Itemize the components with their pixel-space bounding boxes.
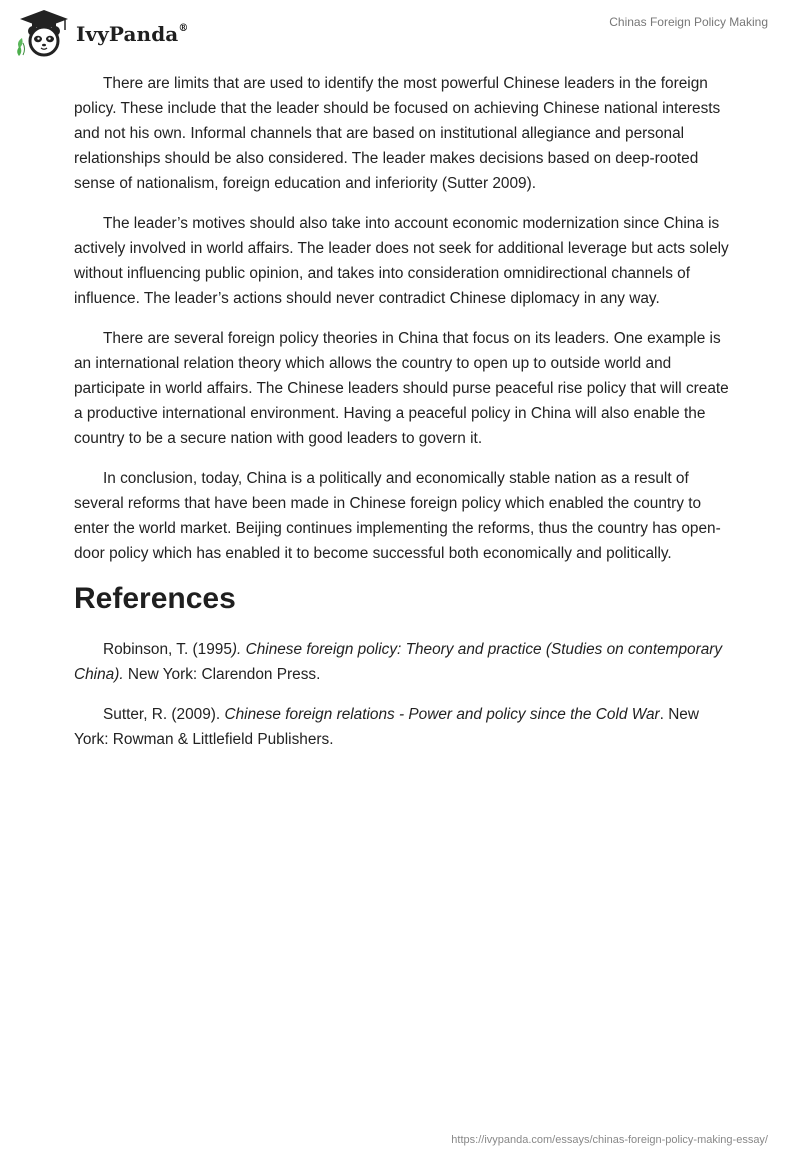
body-paragraph: The leader’s motives should also take into account economic modernization since China is actively involved in world affairs. The leader does not seek for additional leverage but acts solely without influencing public opinion, and takes into consideration omnidirectional channels of influence. The leader’s actions should never contradict Chinese diplomacy in any way. [74, 215, 729, 307]
reference-title: ). Chinese foreign policy: Theory and practice (Studies on contemporary China). [74, 641, 723, 683]
body-paragraph: There are limits that are used to identify the most powerful Chinese leaders in the foreign policy. These include that the leader should be focused on achieving Chinese national interests and not his own. Informal channels that are based on institutional allegiance and personal relationships should be also considered. The leader makes decisions based on deep-rooted sense of nationalism, foreign education and inferiority (Sutter 2009). [74, 75, 721, 192]
reference-title: Chinese foreign relations - Power and policy since the Cold War [224, 706, 660, 723]
reference-publisher: . New York: Rowman & Littlefield Publishers. [74, 706, 699, 748]
body-paragraph: In conclusion, today, China is a politically and economically stable nation as a result of several reforms that have been made in Chinese foreign policy which enabled the country to enter the world market. Beijing continues implementing the reforms, thus the country has open-door policy which has enabled it to become successful both economically and politically. [74, 470, 721, 562]
ivypanda-logo[interactable] [14, 8, 188, 58]
running-title: Chinas Foreign Policy Making [609, 15, 768, 29]
body-paragraph: There are several foreign policy theories in China that focus on its leaders. One example is an international relation theory which allows the country to open up to outside world and participate in world affairs. The Chinese leaders should purse peaceful rise policy that will create a productive international environment. Having a peaceful policy in China will also enable the country to be a secure nation with good leaders to govern it. [74, 330, 729, 447]
references-heading: References [74, 582, 236, 615]
reference-author: Robinson, T. (1995 [103, 641, 232, 658]
reference-item [74, 637, 730, 687]
registered-mark: ® [178, 23, 189, 35]
brand-name: IvyPanda® [76, 22, 189, 46]
reference-item [74, 702, 730, 752]
reference-publisher: New York: Clarendon Press. [123, 666, 321, 683]
page-header [0, 0, 800, 66]
essay-content [74, 71, 730, 767]
source-url-link[interactable]: https://ivypanda.com/essays/chinas-foreign-policy-making-essay/ [451, 1134, 768, 1146]
reference-author: Sutter, R. (2009). [103, 706, 225, 723]
panda-graduate-icon [14, 8, 74, 58]
